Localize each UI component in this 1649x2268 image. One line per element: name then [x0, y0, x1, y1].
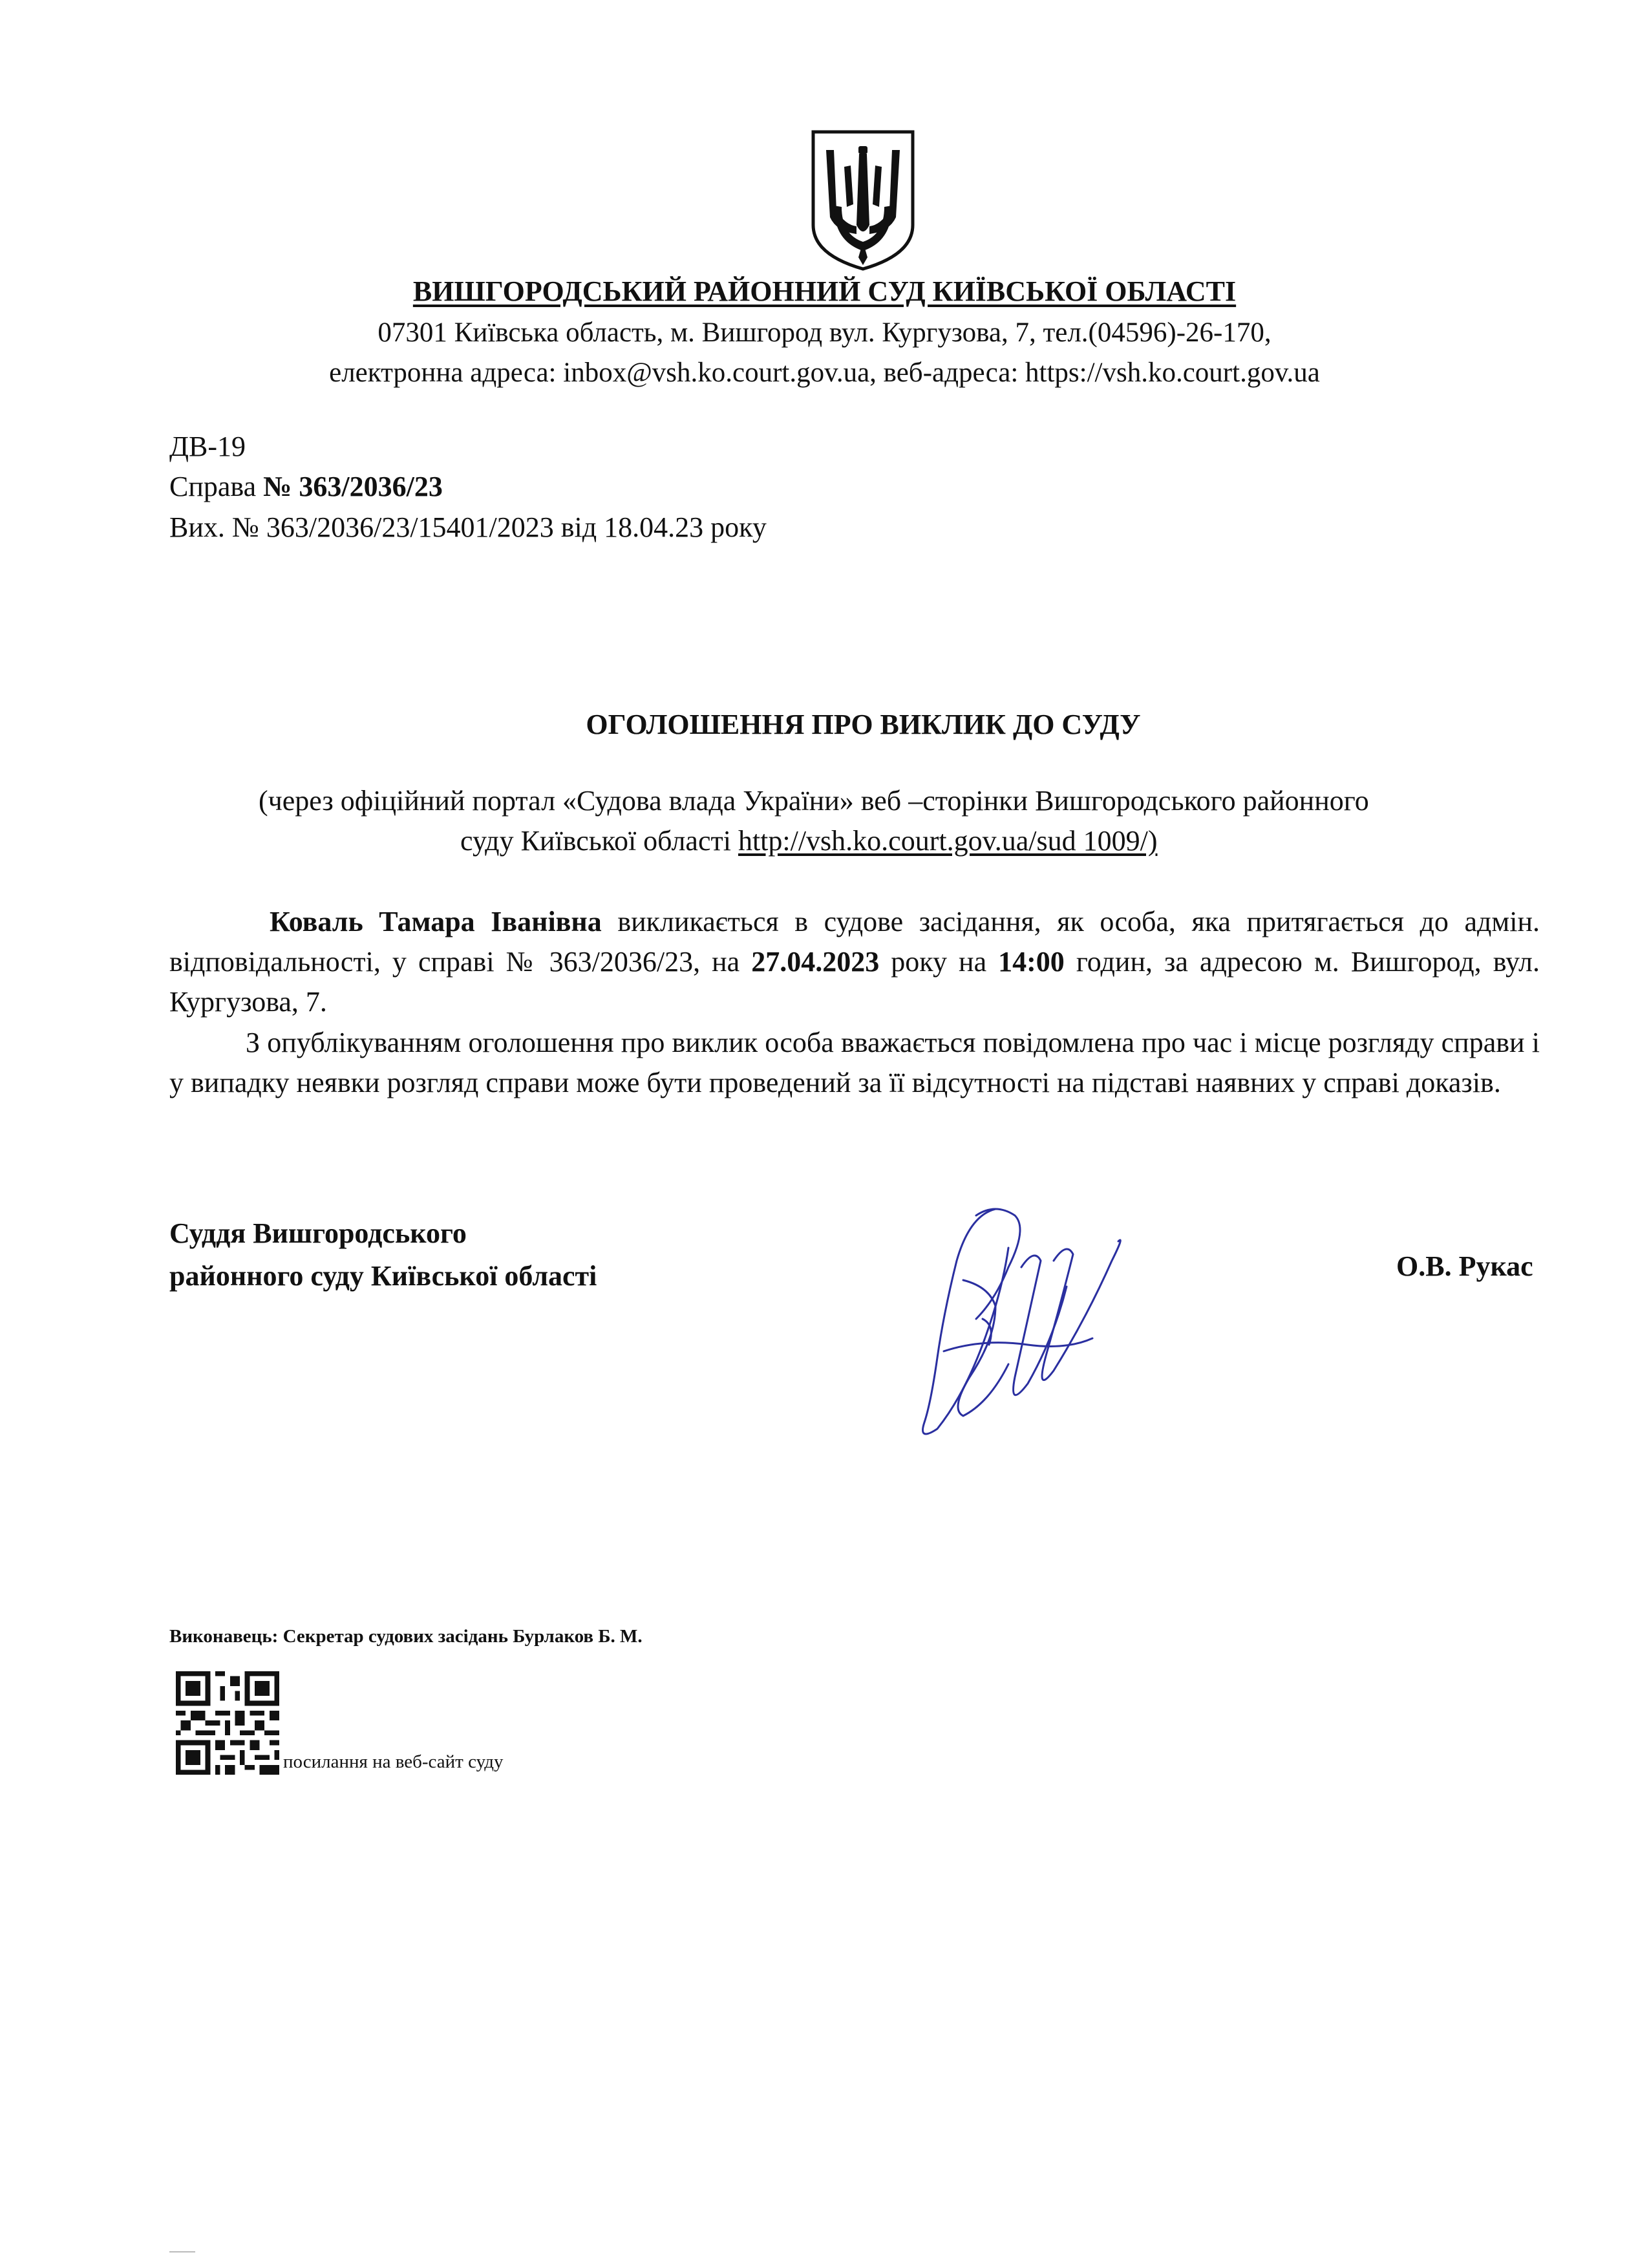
hearing-date: 27.04.2023 — [751, 946, 880, 978]
court-address: 07301 Київська область, м. Вишгород вул. Кургузова, 7, тел.(04596)-26-170, — [378, 317, 1271, 348]
case-number: № 363/2036/23 — [263, 471, 443, 502]
court-contacts: електронна адреса: inbox@vsh.ko.court.gov.ua, веб-адреса: https://vsh.ko.court.gov.ua — [329, 358, 1320, 388]
handwritten-signature — [899, 1190, 1144, 1448]
qr-code-icon[interactable] — [176, 1671, 279, 1775]
judge-name: О.В. Рукас — [1396, 1250, 1533, 1282]
document-code: ДВ-19 — [169, 431, 246, 462]
notice-title: ОГОЛОШЕННЯ ПРО ВИКЛИК ДО СУДУ — [586, 709, 1141, 740]
notice-subtitle-line1: (через офіційний портал «Судова влада України» веб –сторінки Вишгородського районного — [259, 785, 1369, 817]
notice-consequences-paragraph: З опублікуванням оголошення про виклик особа вважається повідомлена про час і місце розгляду справи і у випадку неявки розгляд справи може бути проведений за її відсутності на підставі наявних у справі доказів. — [169, 1027, 1540, 1098]
notice-subtitle-line2: суду Київської області http://vsh.ko.court.gov.ua/sud 1009/) — [460, 825, 1158, 857]
summons-paragraph: Коваль Тамара Іванівна викликається в судове засідання, як особа, яка притягається до адмін. відповідальності, у справі № 363/2036/23, на 27.04.2023 року на 14:00 годин, за адресою м. Вишгород, вул. Кургузова, 7. — [169, 906, 1540, 1018]
summoned-person: Коваль Тамара Іванівна — [270, 906, 602, 937]
court-name-heading: ВИШГОРОДСЬКИЙ РАЙОННИЙ СУД КИЇВСЬКОЇ ОБЛАСТІ — [412, 275, 1237, 307]
executor-line: Виконавець: Секретар судових засідань Бурлаков Б. М. — [169, 1626, 643, 1647]
outgoing-number: Вих. № 363/2036/23/15401/2023 від 18.04.23 року — [169, 511, 767, 543]
court-portal-link[interactable]: http://vsh.ko.court.gov.ua/sud 1009/) — [738, 825, 1158, 857]
scan-mark — [169, 2251, 195, 2252]
coat-of-arms-trident-icon — [808, 128, 918, 273]
hearing-time: 14:00 — [998, 946, 1065, 978]
qr-caption: посилання на веб-сайт суду — [283, 1751, 504, 1772]
case-number-line: Справа № 363/2036/23 — [169, 471, 443, 502]
judge-title: Суддя Вишгородського районного суду Київської області — [169, 1217, 597, 1292]
